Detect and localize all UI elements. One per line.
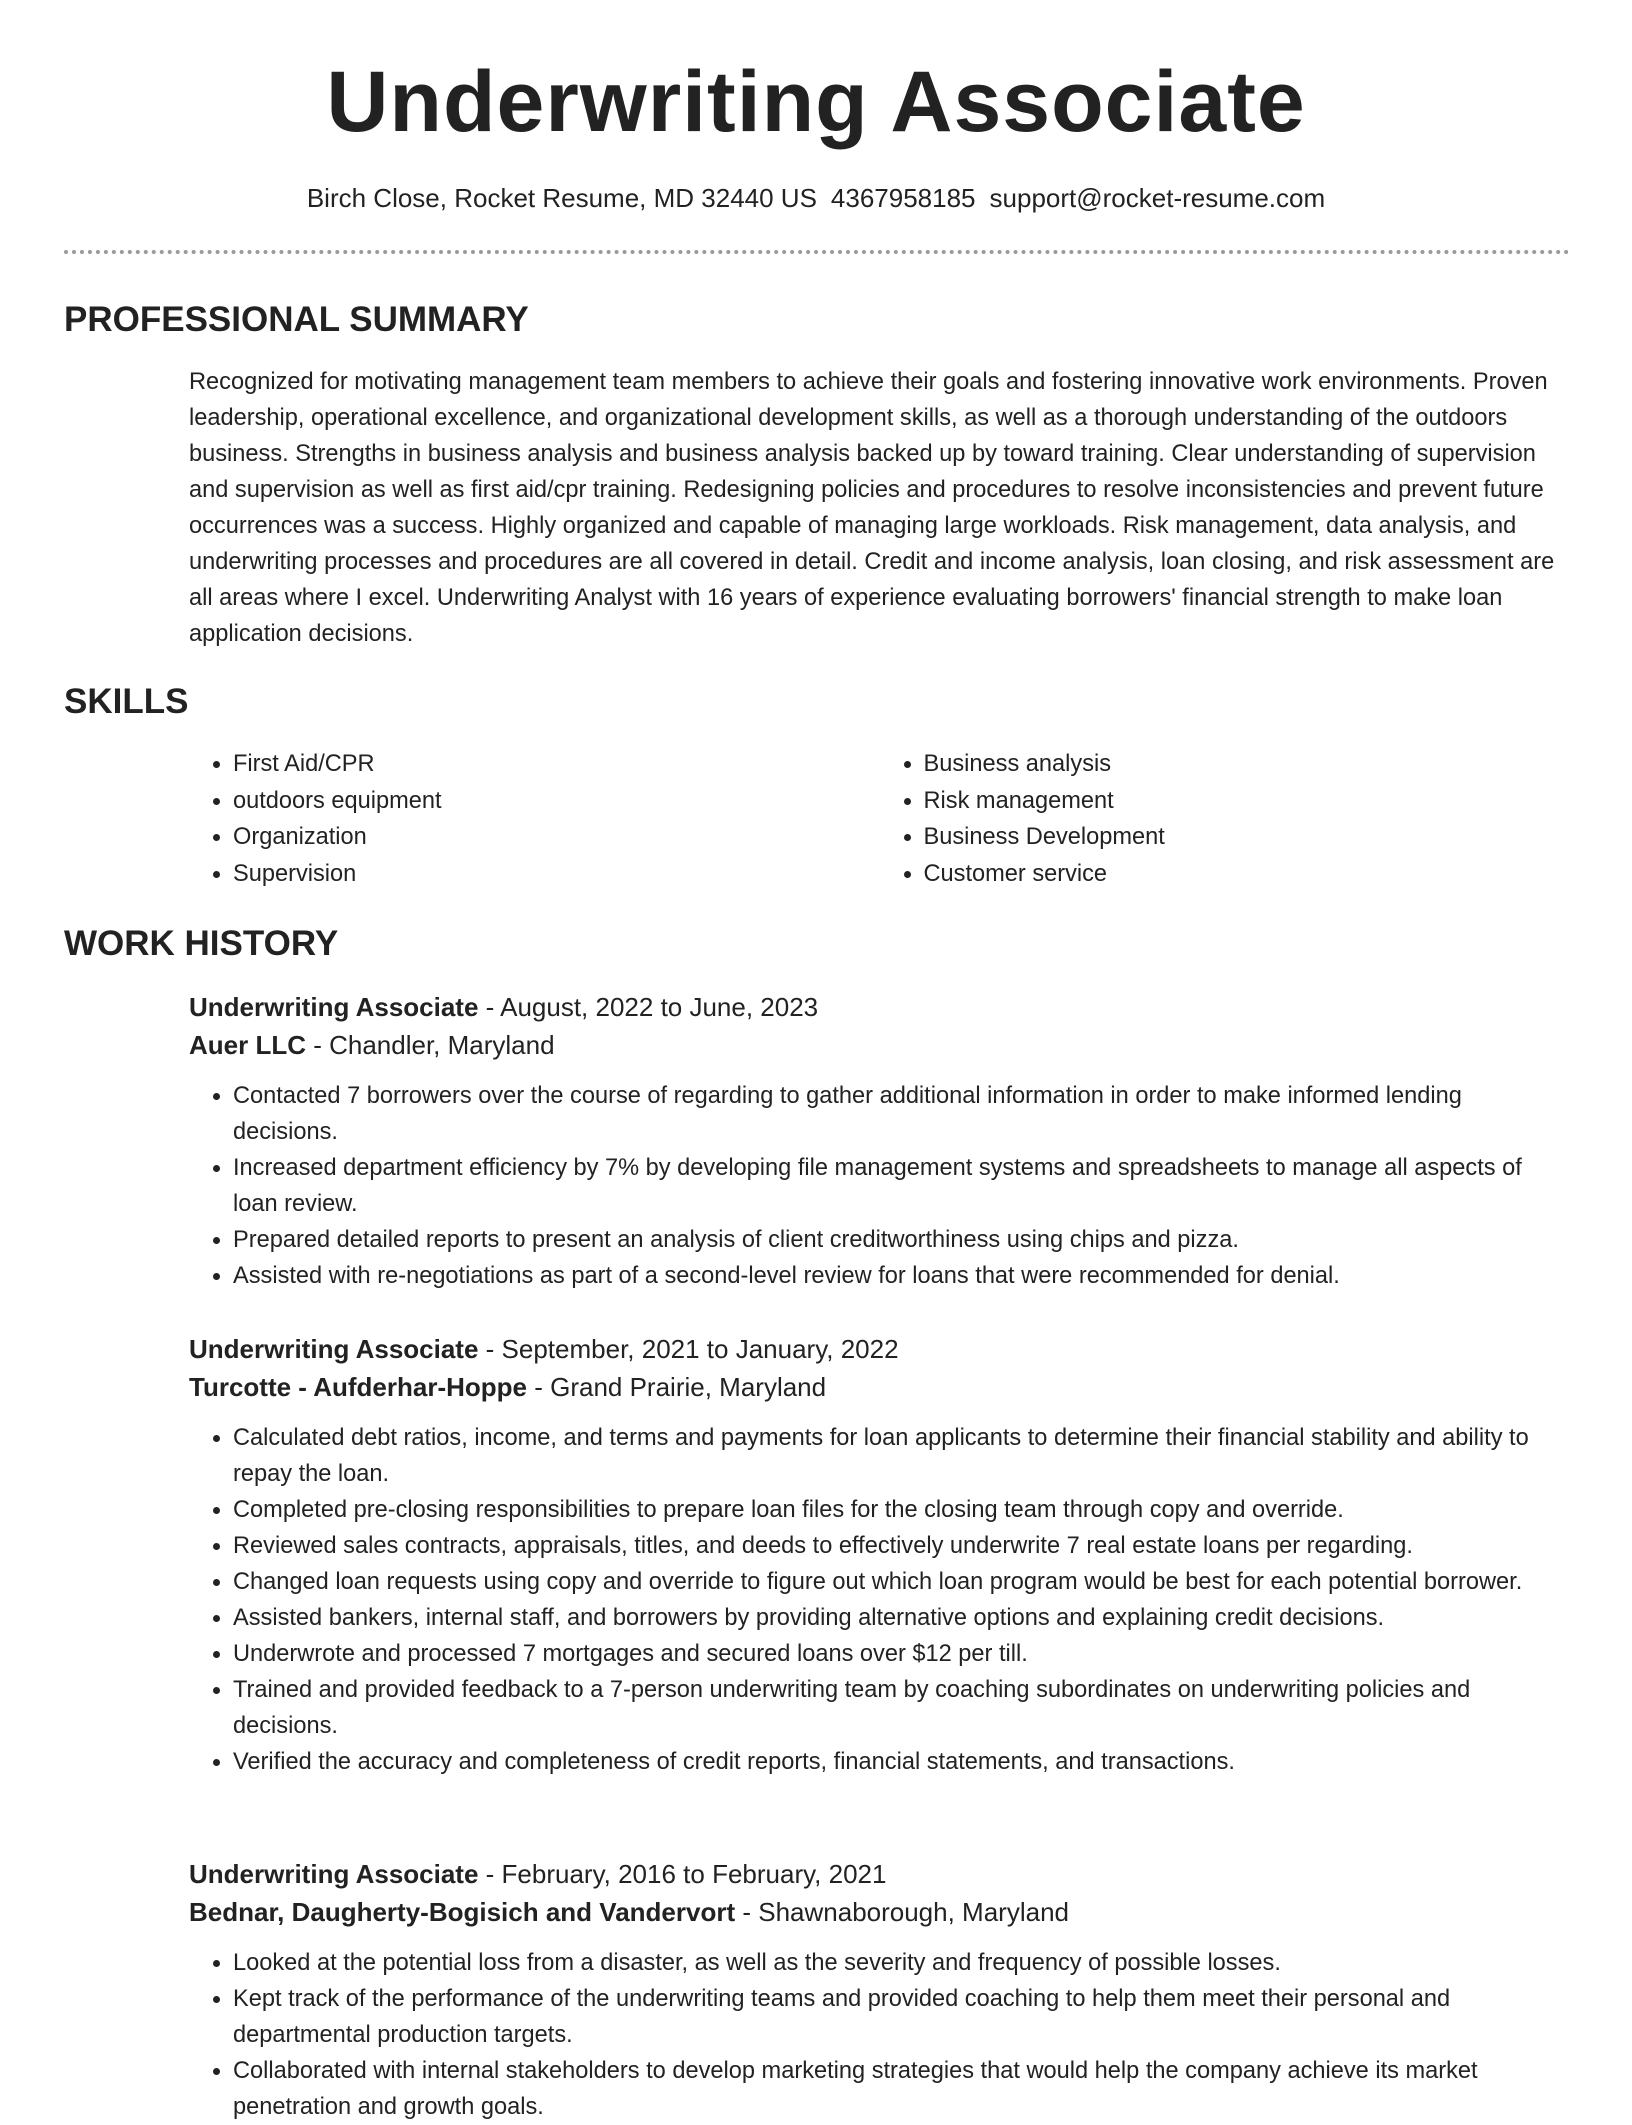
job-location: - Chandler, Maryland — [306, 1030, 555, 1060]
job-entry — [189, 1855, 1570, 2125]
skill-item: • Supervision — [233, 856, 880, 893]
skill-item: • outdoors equipment — [233, 783, 880, 820]
job-bullet: • Verified the accuracy and completeness of credit reports, financial statements, and transactions. — [233, 1744, 1570, 1780]
contact-email: support@rocket-resume.com — [989, 183, 1326, 213]
section-title-skills: SKILLS — [64, 682, 189, 721]
skills-column-left — [189, 746, 880, 893]
job-role: Underwriting Associate — [189, 1859, 479, 1889]
contact-address: Birch Close, Rocket Resume, MD 32440 US — [306, 183, 817, 213]
job-entry — [189, 988, 1570, 1294]
job-bullet: • Completed pre-closing responsibilities to prepare loan files for the closing team through copy and override. — [233, 1492, 1570, 1528]
job-role: Underwriting Associate — [189, 1334, 479, 1364]
job-entry — [189, 1330, 1570, 1780]
job-bullets — [189, 1945, 1570, 2125]
job-bullet: • Looked at the potential loss from a disaster, as well as the severity and frequency of possible losses. — [233, 1945, 1570, 1981]
job-bullet: • Reviewed sales contracts, appraisals, titles, and deeds to effectively underwrite 7 real estate loans per regarding. — [233, 1528, 1570, 1564]
skills-list — [189, 746, 1570, 893]
header-divider — [64, 250, 1570, 254]
job-location: - Grand Prairie, Maryland — [527, 1372, 827, 1402]
job-title-line — [189, 988, 1570, 1026]
job-bullet: • Trained and provided feedback to a 7-person underwriting team by coaching subordinates on underwriting policies and decisions. — [233, 1672, 1570, 1744]
job-role: Underwriting Associate — [189, 992, 479, 1022]
skill-item: • Organization — [233, 819, 880, 856]
job-bullet: • Collaborated with internal stakeholders to develop marketing strategies that would help the company achieve its market penetration and growth goals. — [233, 2053, 1570, 2125]
job-title-line — [189, 1330, 1570, 1368]
job-dates: - August, 2022 to June, 2023 — [478, 992, 819, 1022]
skill-item: • Business analysis — [924, 746, 1571, 783]
job-bullets — [189, 1078, 1570, 1294]
job-company-line — [189, 1893, 1570, 1931]
job-bullet: • Assisted with re-negotiations as part of a second-level review for loans that were recommended for denial. — [233, 1258, 1570, 1294]
job-company: Turcotte - Aufderhar-Hoppe — [189, 1372, 527, 1402]
contact-phone: 4367958185 — [830, 183, 976, 213]
job-bullet: • Changed loan requests using copy and override to figure out which loan program would be best for each potential borrower. — [233, 1564, 1570, 1600]
job-dates: - February, 2016 to February, 2021 — [478, 1859, 887, 1889]
skill-item: • First Aid/CPR — [233, 746, 880, 783]
job-company: Auer LLC — [189, 1030, 306, 1060]
job-bullet: • Calculated debt ratios, income, and terms and payments for loan applicants to determine their financial stability and ability to repay the loan. — [233, 1420, 1570, 1492]
job-bullet: • Kept track of the performance of the underwriting teams and provided coaching to help them meet their personal and departmental production targets. — [233, 1981, 1570, 2053]
job-bullet: • Assisted bankers, internal staff, and borrowers by providing alternative options and explaining credit decisions. — [233, 1600, 1570, 1636]
job-company: Bednar, Daugherty-Bogisich and Vandervort — [189, 1897, 736, 1927]
job-company-line — [189, 1026, 1570, 1064]
job-bullet: • Prepared detailed reports to present an analysis of client creditworthiness using chips and pizza. — [233, 1222, 1570, 1258]
job-bullets — [189, 1420, 1570, 1780]
contact-line — [0, 180, 1632, 216]
skill-item: • Risk management — [924, 783, 1571, 820]
job-bullet: • Contacted 7 borrowers over the course of regarding to gather additional information in order to make informed lending decisions. — [233, 1078, 1570, 1150]
skills-column-right — [880, 746, 1571, 893]
job-bullet: • Underwrote and processed 7 mortgages and secured loans over $12 per till. — [233, 1636, 1570, 1672]
job-dates: - September, 2021 to January, 2022 — [478, 1334, 899, 1364]
section-title-work: WORK HISTORY — [64, 924, 339, 963]
summary-text: Recognized for motivating management team members to achieve their goals and fostering innovative work environments. Proven leadership, operational excellence, and organizational development skills, as well as a thorough understanding of the outdoors business. Strengths in business analysis and business analysis backed up by toward training. Clear understanding of supervision and supervision as well as first aid/cpr training. Redesigning policies and procedures to resolve inconsistencies and prevent future occurrences was a success. Highly organized and capable of managing large workloads. Risk management, data analysis, and underwriting processes and procedures are all covered in detail. Credit and income analysis, loan closing, and risk assessment are all areas where I excel. Underwriting Analyst with 16 years of experience evaluating borrowers' financial strength to make loan application decisions. — [189, 369, 1555, 647]
candidate-name: Underwriting Associate — [326, 54, 1306, 150]
job-title-line — [189, 1855, 1570, 1893]
skill-item: • Customer service — [924, 856, 1571, 893]
job-location: - Shawnaborough, Maryland — [735, 1897, 1069, 1927]
job-bullet: • Increased department efficiency by 7% by developing file management systems and spreadsheets to manage all aspects of loan review. — [233, 1150, 1570, 1222]
job-company-line — [189, 1368, 1570, 1406]
skill-item: • Business Development — [924, 819, 1571, 856]
section-title-summary: PROFESSIONAL SUMMARY — [64, 300, 529, 339]
